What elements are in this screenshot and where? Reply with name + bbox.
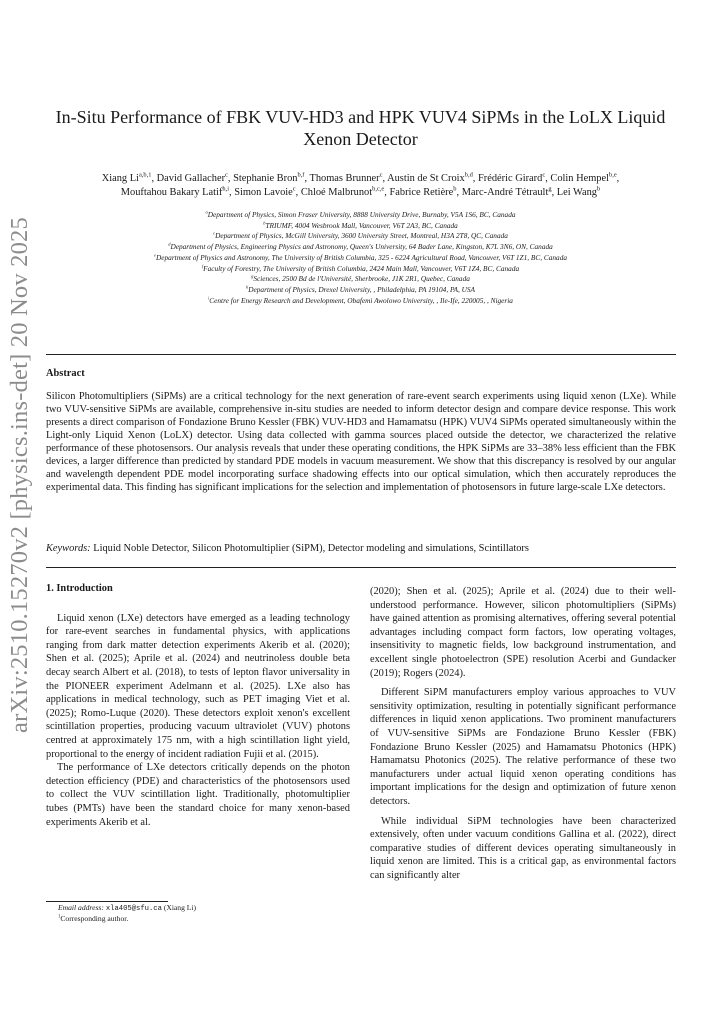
affiliation-text: Centre for Energy Research and Development, Obafemi Awolowo University, , Ile-Ife, 220005, , Nigeria: [209, 295, 513, 305]
author: [557, 187, 600, 198]
affiliation-mark: g: [251, 273, 254, 279]
affiliation-text: Department of Physics, Engineering Physics and Astronomy, Queen's University, 64 Bader Lane, Kingston, K7L 3N6, ON, Canada: [170, 242, 553, 252]
affiliation: [48, 285, 673, 296]
author-name: Frédéric Girard: [477, 173, 543, 184]
author: [157, 173, 228, 184]
affiliation: [48, 231, 673, 242]
author-affiliation-mark: b: [453, 185, 457, 193]
affiliation-text: Department of Physics, Drexel University, , Philadelphia, PA 19104, PA, USA: [248, 284, 475, 294]
author: [301, 187, 384, 198]
author-name: Marc-André Tétrault: [461, 187, 549, 198]
affiliation-mark: b: [263, 220, 266, 226]
affiliation-mark: a: [205, 209, 208, 215]
author-affiliation-mark: a,b,1: [138, 171, 152, 179]
email-label: Email address:: [58, 903, 104, 912]
affiliation-text: Department of Physics and Astronomy, The University of British Columbia, 325 - 6224 Agricultural Road, Vancouver, V6T 1Z1, BC, Canada: [156, 252, 567, 262]
affiliation-mark: f: [201, 263, 204, 269]
affiliation-mark: i: [208, 295, 210, 301]
email-footnote: [58, 903, 196, 914]
keywords-label: Keywords:: [46, 543, 91, 554]
author-affiliation-mark: c: [225, 171, 228, 179]
author-affiliation-mark: b,c,e: [372, 185, 385, 193]
abstract-bottom-rule: [46, 567, 676, 568]
author: [550, 173, 616, 184]
abstract-heading: Abstract: [46, 368, 85, 379]
author: [478, 173, 545, 184]
affiliation-text: TRIUMF, 4004 Wesbrook Mall, Vancouver, V6T 2A3, BC, Canada: [265, 220, 458, 230]
intro-paragraph-2-cont: (2020); Shen et al. (2025); Aprile et al. (2024) due to their well-understood performance. However, silicon photomultipliers (SiPMs) have gained attention as promising alternatives, offering several potential advantages including compact form factors, low operating voltages, insensitivity to magnetic fields, low background instrumentation, and excellent single photoelectron (SPE) resolution Acerbi and Gundacker (2019); Rogers (2024).: [370, 586, 676, 679]
author: [121, 187, 229, 198]
intro-paragraph-3: Different SiPM manufacturers employ various approaches to VUV sensitivity optimization, resulting in potentially significant performance differences in liquid xenon applications. Two prominent manufacturers of VUV-sensitive SiPMs are Fondazione Bruno Kessler (FBK) Fondazione Bruno Kessler (2025) and Hamamatsu Photonics (HPK) Hamamatsu Photonics (2025). The relative performance of these two manufacturers under actual liquid xenon operating conditions has important implications for the design and optimization of future xenon detectors.: [370, 687, 676, 807]
affiliation-mark: d: [168, 241, 171, 247]
author-name: Austin de St Croix: [387, 173, 465, 184]
footnote-text: Corresponding author.: [60, 914, 129, 923]
affiliation-text: Sciences, 2500 Bd de l'Université, Sherbrooke, J1K 2R1, Quebec, Canada: [253, 274, 470, 284]
author: [234, 187, 295, 198]
author-affiliation-mark: c: [542, 171, 546, 179]
author-name: Fabrice Retière: [389, 187, 454, 198]
affiliation-text: Department of Physics, Simon Fraser University, 8888 University Drive, Burnaby, V5A 1S6, BC, Canada: [207, 210, 516, 219]
author-name: Thomas Brunner: [309, 173, 380, 184]
author-affiliation-mark: h,i: [222, 185, 229, 193]
author-affiliation-mark: g: [548, 185, 552, 193]
affiliation: [48, 296, 673, 307]
section-heading-introduction: 1. Introduction: [46, 583, 113, 594]
affiliation-list: [48, 210, 673, 306]
affiliation-text: Department of Physics, McGill University, 3600 University Street, Montreal, H3A 2T8, QC, Canada: [215, 231, 508, 241]
abstract-top-rule: [46, 354, 676, 355]
affiliation: [48, 221, 673, 232]
author-name: Stephanie Bron: [233, 173, 298, 184]
affiliation: [48, 242, 673, 253]
author-name: Colin Hempel: [550, 173, 609, 184]
column-right: [370, 585, 676, 882]
footnotes: [58, 903, 196, 924]
author-list: Xiang Li$^{a,b,1}$, David Gallacher$^c$, Stephanie Bron$^{b,f}$, Thomas Brunner$^c$, Austin de St Croix$^{b,d}$, Frédéric Girard$^c$, Colin Hempel$^{b,e}$, Mouftahou Bakary Latif$^{h,i}$, Simon Lavoie$^c$, Chloé Malbrunot$^{b,c,e}$, Fabrice Retière$^b$, Marc-André Tétrault$^g$, Lei Wang$^b$: [101, 171, 620, 198]
author-affiliation-mark: b,d: [464, 171, 473, 179]
corresponding-footnote: [58, 914, 196, 924]
author-affiliation-mark: b: [597, 185, 601, 193]
email-link[interactable]: xla405@sfu.ca: [105, 905, 162, 913]
email-owner: (Xiang Li): [163, 903, 197, 912]
arxiv-sidebar: [0, 0, 40, 1019]
author: [102, 173, 152, 184]
author: [387, 173, 473, 184]
affiliation: [48, 264, 673, 275]
footnote-rule: [46, 901, 168, 902]
keywords: [46, 542, 676, 555]
affiliation-mark: c: [213, 230, 216, 236]
author-name: David Gallacher: [156, 173, 226, 184]
affiliation: [48, 253, 673, 264]
author-affiliation-mark: c: [379, 171, 383, 179]
author-affiliation-mark: b,e: [608, 171, 617, 179]
paper-title: In-Situ Performance of FBK VUV-HD3 and HPK VUV4 SiPMs in the LoLX Liquid Xenon Detector: [55, 107, 666, 149]
affiliation-text: Faculty of Forestry, The University of British Columbia, 2424 Main Mall, Vancouver, V6T 1Z4, BC, Canada: [203, 263, 520, 273]
keywords-text: Liquid Noble Detector, Silicon Photomultiplier (SiPM), Detector modeling and simulations, Scintillators: [93, 543, 529, 554]
author-affiliation-mark: c: [292, 185, 296, 193]
footnote-mark: 1: [58, 914, 61, 920]
affiliation-mark: h: [246, 284, 249, 290]
author-name: Chloé Malbrunot: [300, 187, 373, 198]
author: [309, 173, 382, 184]
abstract-text: Silicon Photomultipliers (SiPMs) are a critical technology for the next generation of rare-event search experiments using liquid xenon (LXe). While two VUV-sensitive SiPMs are available, comprehensive in-situ studies are needed to inform detector design and compare device response. This work presents a direct comparison of Fondazione Bruno Kessler (FBK) VUV-HD3 and Hamamatsu (HPK) VUV4 SiPMs operated simultaneously within the Light-only Liquid Xenon (LoLX) detector. Using data collected with gamma sources placed outside the detector, we characterized the relative performance of these photosensors. Our analysis reveals that under these operating conditions, the HPK SiPMs are 33–38% less efficient than the FBK devices, a larger difference than predicted by standard PDE models in vacuum measurement. We show that this discrepancy is resolved by our angular and wavelength dependent PDE model incorporating surface shadowing effects into our optical simulation, which then accurately reproduces the experimental data. This finding has significant implications for the selection and implementation of photosensors in future large-scale LXe detectors.: [46, 391, 676, 493]
affiliation: [48, 274, 673, 285]
author-name: Mouftahou Bakary Latif: [120, 187, 223, 198]
author: [390, 187, 457, 198]
author: [233, 173, 304, 184]
author-name: Xiang Li: [101, 173, 139, 184]
intro-paragraph-2: The performance of LXe detectors critically depends on the photon detection efficiency (PDE) and characteristics of the photosensors used to collect the VUV scintillation light. Traditionally, photomultiplier tubes (PMTs) have been the standard choice for many xenon-based experiments Akerib et al.: [46, 762, 350, 828]
author-name: Lei Wang: [556, 187, 597, 198]
affiliation: [48, 210, 673, 221]
intro-paragraph-1: Liquid xenon (LXe) detectors have emerged as a leading technology for rare-event searches in fundamental physics, with applications ranging from dark matter detection experiments Akerib et al. (2020); Shen et al. (2025); Aprile et al. (2024) and neutrinoless double beta decay search Albert et al. (2018), to tests of lepton flavor universality in the PIONEER experiment Adelmann et al. (2025). LXe also has applications in medical technology, such as PET imaging Viet et al. (2025); Romo-Luque (2020). These detectors exploit xenon's excellent scintillation properties, producing vacuum ultraviolet (VUV) photons centred at approximately 175 nm, with a high scintillation light yield, proportional to the energy of incident radiation Fujii et al. (2015).: [46, 612, 350, 760]
affiliation-mark: e: [154, 252, 157, 258]
author-name: Simon Lavoie: [234, 187, 293, 198]
author: [462, 187, 552, 198]
column-left: [46, 582, 350, 829]
arxiv-identifier: arXiv:2510.15270v2 [physics.ins-det] 20 Nov 2025: [6, 217, 33, 733]
intro-paragraph-4: While individual SiPM technologies have been characterized extensively, often under vacuum conditions Gallina et al. (2022), direct comparative studies of different devices operating simultaneously in liquid xenon are limited. This is a critical gap, as environmental factors can significantly alter: [370, 815, 676, 881]
author-affiliation-mark: b,f: [297, 171, 305, 179]
